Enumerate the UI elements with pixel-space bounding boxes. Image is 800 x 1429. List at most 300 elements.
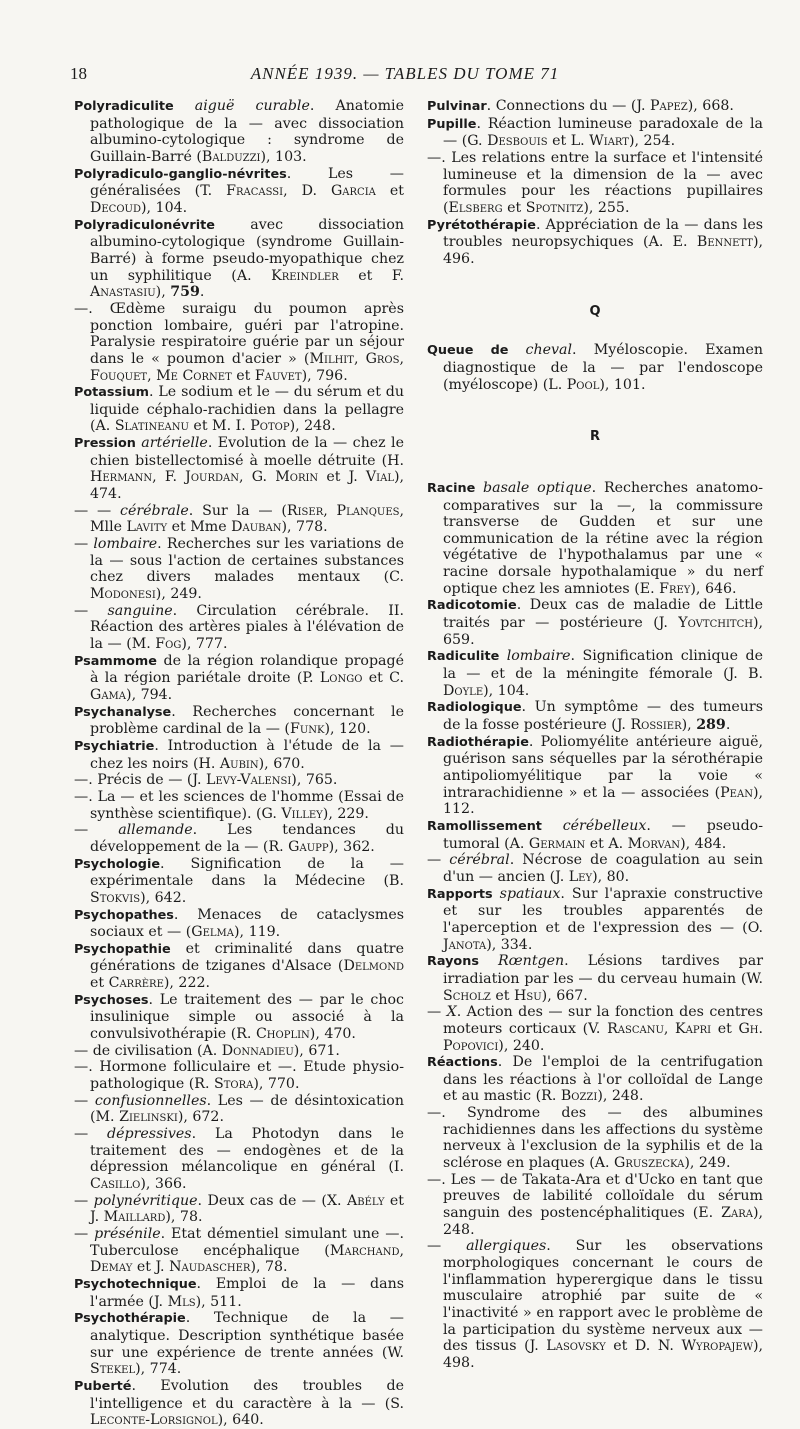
- entry-text: sanguine: [107, 602, 173, 619]
- index-entry: [74, 1126, 404, 1193]
- entry-text: . Un symptôme — des tumeurs de la fosse postérieure (J.: [443, 699, 763, 734]
- index-entry: [74, 435, 404, 503]
- entry-text: —. Syndrome des — des albumines rachidiennes dans les affections du système nerveux à l'exclusion de la syphilis et de la sclérose en plaques (A.: [427, 1105, 763, 1172]
- entry-text: ), 334.: [486, 936, 533, 953]
- author-name: Potop: [250, 418, 290, 435]
- entry-text: . Deux cas de — (X.: [197, 1192, 347, 1209]
- entry-text: . Sur les observations morphologiques concernant le cours de l'inflammation hyperergique dans le tissu musculaire atrophié par suite de « l'inactivité » en rapport avec le problème de la participation du système nerveux aux — des tissus (J.: [443, 1238, 763, 1355]
- entry-text: et J.: [90, 1192, 405, 1226]
- author-name: Gelma: [191, 924, 235, 941]
- author-name: Me Cornet: [156, 367, 232, 384]
- entry-text: allemande: [118, 822, 193, 839]
- entry-text: . Emploi de la — dans l'armée (J.: [90, 1275, 404, 1310]
- author-name: Hermann: [90, 469, 153, 486]
- entry-text: . Lésions tardives par irradiation par les — du cerveau humain (W.: [443, 953, 763, 987]
- entry-text: . Anatomie pathologique de la — avec dissociation albumino-cytologique : syndrome de Guillain-Barré (: [90, 98, 404, 165]
- entry-text: ), 104.: [483, 682, 530, 699]
- author-name: Garcia: [330, 183, 376, 200]
- entry-term: Psychotechnique: [74, 1276, 197, 1292]
- entry-text: — —: [74, 502, 120, 519]
- entry-text: avec dissociation albumino-cytologique (syndrome Guillain-Barré) à forme pseudo-myopathique chez un syphilitique (A.: [90, 216, 404, 284]
- author-name: Demay: [90, 1259, 133, 1276]
- entry-text: 759: [170, 284, 200, 301]
- entry-text: ), 78.: [165, 1209, 203, 1226]
- entry-term: Radiologique: [427, 700, 522, 716]
- entry-text: et C.: [362, 670, 405, 687]
- entry-term: Rapports: [427, 886, 500, 902]
- author-name: Papez: [649, 98, 688, 114]
- entry-text: ,: [399, 1242, 404, 1259]
- entry-text: présénile: [94, 1225, 161, 1242]
- entry-text: ), 248.: [597, 1088, 644, 1105]
- entry-text: —. Les relations entre la surface et l'intensité lumineuse et la dimension de la — avec formules pour les réactions pupillaires (: [427, 149, 763, 216]
- author-name: Gaupp: [288, 838, 329, 855]
- entry-text: —: [427, 1238, 467, 1255]
- author-name: Fouquet: [90, 367, 148, 384]
- entry-text: et: [375, 183, 404, 200]
- author-name: Milhit: [309, 350, 354, 367]
- entry-text: . Recherches sur les variations de la — sous l'action de certaines substances chez divers malades mentaux (C.: [90, 536, 404, 586]
- author-name: Aubin: [219, 755, 259, 772]
- entry-term: Pyrétothérapie: [427, 217, 536, 233]
- index-entry: [74, 856, 404, 907]
- entry-text: . Etat démentiel simulant une —. Tuberculose encéphalique (: [90, 1225, 404, 1259]
- entry-text: ), 770.: [253, 1076, 300, 1093]
- entry-text: ), 778.: [281, 519, 328, 536]
- index-entry: [74, 503, 404, 536]
- entry-text: —: [74, 1126, 108, 1143]
- entry-text: ), 103.: [260, 148, 307, 165]
- index-entry: [427, 648, 763, 699]
- index-entry: [74, 166, 404, 217]
- entry-text: et Mme: [167, 519, 232, 536]
- entry-text: et J.: [318, 469, 366, 486]
- author-name: Balduzzi: [201, 148, 261, 165]
- entry-text: ), 119.: [234, 924, 281, 941]
- entry-text: . Poliomyélite antérieure aiguë, guérison sans séquelles par la sérothérapie antipoliomyélitique par la voie « intrarachidienne » et la — associées (: [443, 733, 763, 801]
- entry-text: X: [446, 1004, 457, 1021]
- index-entry: [427, 1054, 763, 1105]
- entry-text: et: [490, 987, 515, 1004]
- author-name: Fauvet: [254, 367, 302, 384]
- entry-text: aiguë curable: [194, 98, 310, 114]
- author-name: Rascanu: [607, 1020, 664, 1037]
- entry-term: Psychopathes: [74, 907, 174, 923]
- index-entry: [74, 704, 404, 738]
- index-entry: [74, 738, 404, 772]
- author-name: Kreindler: [271, 267, 339, 284]
- entry-text: —. Œdème suraigu du poumon après ponction lombaire, guéri par l'atropine. Paralysie respiratoire guérie par un séjour dans le « poumon d'acier » (: [74, 300, 404, 367]
- entry-text: —: [74, 536, 94, 553]
- author-name: Donnadieu: [221, 1042, 294, 1059]
- author-name: Zara: [721, 1205, 753, 1222]
- entry-text: ), 671.: [293, 1042, 340, 1059]
- author-name: Frey: [659, 580, 691, 597]
- entry-text: ), 222.: [163, 975, 211, 992]
- entry-term: Psychothérapie: [74, 1311, 186, 1327]
- entry-text: ), 254.: [628, 133, 676, 150]
- author-name: Morin: [275, 469, 319, 486]
- entry-text: — de civilisation (A.: [74, 1042, 222, 1059]
- index-entry: [74, 1378, 404, 1429]
- entry-text: cheval: [525, 342, 573, 359]
- author-name: Abély: [346, 1192, 385, 1209]
- entry-term: Puberté: [74, 1378, 132, 1394]
- entry-text: de la région rolandique propagé à la région pariétale droite (P.: [90, 652, 404, 687]
- entry-text: lombaire: [93, 536, 158, 553]
- entry-text: ,: [353, 350, 366, 367]
- entry-text: —: [74, 822, 119, 839]
- index-entry: [74, 536, 404, 603]
- entry-text: spatiaux: [499, 885, 561, 902]
- entry-text: . Technique de la — analytique. Description synthétique basée sur une expérience de trente années (W.: [90, 1310, 404, 1361]
- entry-text: dépressives: [107, 1126, 192, 1143]
- index-entry: [427, 886, 763, 954]
- entry-term: Rayons: [427, 954, 498, 970]
- author-name: Stora: [213, 1076, 254, 1093]
- author-name: Modonesi: [90, 586, 156, 603]
- entry-text: ), 248.: [443, 1205, 763, 1238]
- author-name: Ley: [568, 868, 593, 885]
- author-name: Choplin: [255, 1026, 310, 1043]
- author-name: Decoud: [90, 199, 141, 216]
- entry-text: ), 484.: [680, 835, 727, 852]
- entry-term: Réactions: [427, 1055, 498, 1071]
- entry-term: Psychiatrie: [74, 738, 155, 754]
- index-entry: [427, 1105, 763, 1172]
- entry-text: ), 640.: [217, 1412, 264, 1429]
- entry-text: ), 101.: [599, 376, 646, 393]
- entry-text: et M. I.: [188, 418, 251, 435]
- entry-text: et: [90, 975, 109, 992]
- entry-term: Pression: [74, 436, 142, 452]
- entry-text: —. Hormone folliculaire et —. Etude physio-pathologique (R.: [74, 1059, 404, 1093]
- index-entry: [74, 992, 404, 1043]
- entry-text: ), 511.: [195, 1293, 242, 1310]
- entry-text: cérébral: [449, 852, 510, 869]
- entry-text: . Evolution des troubles de l'intelligence et du caractère à la — (S.: [90, 1377, 404, 1412]
- entry-text: artérielle: [141, 435, 208, 452]
- left-column: [74, 98, 404, 1429]
- entry-text: . Action des — sur la fonction des centres moteurs corticaux (V.: [443, 1004, 763, 1037]
- author-name: Delmond: [343, 958, 404, 975]
- author-name: Fracassi: [226, 183, 284, 200]
- entry-text: et: [231, 367, 255, 384]
- index-entry: [427, 98, 763, 116]
- entry-text: , D.: [283, 183, 331, 200]
- author-name: Pean: [720, 784, 753, 801]
- index-entry: [427, 734, 763, 818]
- author-name: Gama: [90, 686, 127, 703]
- entry-text: —: [74, 1225, 95, 1242]
- author-name: Yovtchitch: [678, 615, 753, 632]
- entry-term: Radiothérapie: [427, 734, 529, 750]
- entry-text: ), 80.: [592, 868, 630, 885]
- entry-text: —: [74, 1092, 95, 1109]
- entry-term: Queue de: [427, 343, 526, 359]
- entry-text: . Circulation cérébrale. II. Réaction des artères piales à l'élévation de la — (M.: [90, 602, 405, 652]
- entry-text: ), 470.: [309, 1026, 356, 1043]
- page-number: 18: [70, 64, 87, 83]
- index-entry: [427, 480, 763, 598]
- entry-text: —: [74, 1192, 94, 1209]
- entry-text: et D. N.: [605, 1338, 682, 1355]
- entry-text: et J.: [132, 1259, 170, 1276]
- entry-text: —: [427, 1004, 447, 1021]
- entry-text: ,: [147, 367, 157, 384]
- author-name: Spotnitz: [525, 199, 584, 216]
- entry-text: . De l'emploi de la centrifugation dans les réactions à l'or colloïdal de Lange et au mastic (R.: [443, 1054, 763, 1105]
- entry-text: ,: [663, 1020, 676, 1037]
- entry-text: ), 659.: [443, 615, 763, 648]
- author-name: Marchand: [329, 1242, 400, 1259]
- entry-text: ,: [399, 350, 404, 367]
- entry-text: et: [502, 199, 526, 216]
- entry-text: . Deux cas de maladie de Little traités par — postérieure (J.: [443, 597, 763, 632]
- author-name: Gros: [365, 350, 400, 367]
- entry-text: .: [199, 284, 205, 301]
- entry-text: —: [74, 602, 108, 619]
- index-entry: [427, 597, 763, 648]
- author-name: Planques: [336, 502, 400, 519]
- entry-text: allergiques: [466, 1238, 547, 1255]
- author-name: Germain: [528, 835, 586, 852]
- entry-text: et: [711, 1020, 739, 1037]
- entry-term: Psychoses: [74, 992, 149, 1008]
- index-entry: [74, 772, 404, 789]
- entry-term: Radiculite: [427, 649, 507, 665]
- entry-text: ), 255.: [583, 199, 630, 216]
- entry-text: ), 496.: [443, 234, 763, 267]
- author-name: Hsu: [514, 987, 542, 1004]
- author-name: Naudascher: [169, 1259, 251, 1276]
- author-name: Stekel: [90, 1361, 136, 1378]
- entry-text: ), 78.: [250, 1259, 288, 1276]
- index-entry: [427, 217, 763, 268]
- author-name: Jourdan: [185, 469, 240, 486]
- author-name: Vial: [365, 469, 394, 486]
- entry-text: et L.: [547, 133, 590, 150]
- entry-text: . Sur l'apraxie constructive et sur les troubles apparentés de l'aperception et de l'expression des — (O.: [443, 885, 763, 936]
- entry-term: Psammome: [74, 653, 157, 669]
- index-entry: [74, 603, 404, 653]
- entry-term: Pupille: [427, 116, 477, 132]
- author-name: Maillard: [103, 1209, 166, 1226]
- entry-text: cérébrale: [120, 502, 189, 519]
- author-name: Wyropajew: [681, 1338, 753, 1355]
- entry-term: Psychopathie: [74, 941, 171, 957]
- entry-text: . Signification de la — expérimentale dans la Médecine (B.: [90, 855, 404, 890]
- entry-text: . Réaction lumineuse paradoxale de la — (G.: [443, 115, 763, 150]
- entry-text: ), 765.: [291, 772, 338, 789]
- entry-text: —. Précis de — (J.: [74, 772, 207, 789]
- entry-text: cérébelleux: [562, 817, 647, 834]
- entry-text: . Connections du — (J.: [486, 98, 650, 114]
- entry-text: . Evolution de la — chez le chien bistellectomisé à moelle détruite (H.: [90, 435, 404, 469]
- entry-text: 289: [696, 717, 726, 734]
- entry-text: confusionnelles: [94, 1092, 207, 1109]
- author-name: Casillo: [90, 1176, 141, 1192]
- entry-term: Ramollissement: [427, 818, 563, 834]
- entry-text: ), 498.: [443, 1338, 764, 1371]
- entry-text: , G.: [239, 469, 276, 486]
- entry-text: ), 248.: [289, 418, 336, 435]
- entry-term: Psychanalyse: [74, 704, 172, 720]
- entry-text: —: [427, 852, 450, 869]
- entry-text: ), 366.: [140, 1176, 187, 1192]
- index-entry: [74, 98, 404, 166]
- index-entry: [74, 1043, 404, 1060]
- author-name: Scholz: [443, 987, 491, 1004]
- entry-term: Polyradiculonévrite: [74, 217, 215, 233]
- entry-text: ),: [681, 717, 697, 734]
- index-entry: [427, 150, 763, 217]
- author-name: Desbouis: [487, 133, 548, 150]
- index-entry: [74, 907, 404, 941]
- entry-text: . Appréciation de la — dans les troubles neuropsychiques (A. E.: [443, 216, 763, 251]
- author-name: Gh. Popovici: [443, 1020, 764, 1054]
- entry-text: . La Photodyn dans le traitement des — endogènes et de la dépression mélancolique en général (I.: [90, 1126, 404, 1176]
- author-name: Mls: [167, 1293, 196, 1310]
- entry-text: . Signification clinique de la — et de la méningite fémorale (J. B.: [443, 648, 763, 683]
- entry-term: Racine: [427, 480, 484, 496]
- entry-text: ), 249.: [684, 1155, 731, 1172]
- entry-text: —. La — et les sciences de l'homme (Essai de synthèse scientifique). (G.: [74, 788, 404, 822]
- entry-text: ), 229.: [322, 805, 369, 822]
- index-entry: [74, 217, 404, 301]
- section-letter: R: [589, 429, 600, 445]
- entry-text: ), 774.: [135, 1361, 182, 1378]
- entry-term: Polyradiculite: [74, 99, 195, 114]
- entry-text: ), 474.: [90, 469, 405, 503]
- entry-text: ),: [155, 284, 171, 301]
- index-entry: [427, 699, 763, 733]
- entry-text: Rœntgen: [497, 953, 565, 970]
- entry-text: ), 240.: [498, 1037, 545, 1054]
- author-name: Gruszecka: [614, 1155, 685, 1172]
- index-entry: [427, 1004, 763, 1054]
- entry-text: . Le traitement des — par le choc insulinique simple ou associé à la convulsivothérapie (R.: [90, 991, 404, 1043]
- entry-text: . — pseudo-tumoral (A.: [443, 817, 764, 852]
- entry-text: . Recherches concernant le problème cardinal de la — (: [90, 703, 404, 738]
- entry-term: Psychologie: [74, 856, 161, 872]
- entry-text: . Menaces de cataclysmes sociaux et — (: [90, 906, 404, 941]
- index-entry: [427, 852, 763, 885]
- entry-text: . Sur la — (: [188, 502, 287, 519]
- index-entry: [74, 301, 404, 384]
- author-name: Morvan: [627, 835, 681, 852]
- running-header: [70, 58, 740, 88]
- author-name: Kapri: [675, 1020, 712, 1037]
- author-name: Funk: [289, 721, 325, 738]
- author-name: Janota: [443, 936, 487, 953]
- index-entry: [427, 342, 763, 393]
- entry-text: ), 794.: [126, 686, 173, 703]
- entry-text: . Introduction à l'étude de la — chez les noirs (H.: [90, 737, 404, 772]
- entry-text: ), 668.: [687, 98, 734, 114]
- author-name: Slatineanu: [114, 418, 189, 435]
- index-entry: [74, 1193, 404, 1226]
- entry-text: ), 112.: [443, 784, 763, 818]
- entry-text: et A.: [585, 835, 628, 852]
- entry-text: . Les — généralisées (T.: [90, 165, 404, 200]
- entry-text: . Recherches anatomo-comparatives sur la —, la commissure transverse de Gudden et sur une communication de la rétine avec la région végétative de l'hypothalamus par une « racine dorsale hypothalamique » du nerf optique chez les amniotes (E.: [443, 479, 763, 597]
- author-name: Dauban: [231, 519, 282, 536]
- index-entry: [427, 116, 763, 150]
- entry-term: Radicotomie: [427, 598, 517, 614]
- index-entry: [427, 953, 763, 1004]
- index-entry: [427, 1172, 763, 1239]
- author-name: Longo: [319, 670, 363, 687]
- entry-text: basale optique: [483, 479, 592, 496]
- entry-text: ), 646.: [690, 580, 737, 597]
- entry-text: , Mlle: [90, 502, 404, 536]
- author-name: Lavity: [126, 519, 168, 536]
- entry-text: polynévritique: [93, 1192, 198, 1209]
- index-entry: [74, 653, 404, 704]
- entry-text: ), 104.: [140, 199, 188, 216]
- index-entry: [74, 1276, 404, 1310]
- author-name: Anastasiu: [90, 284, 156, 301]
- author-name: Zielinski: [119, 1109, 178, 1126]
- entry-text: —. Les — de Takata-Ara et d'Ucko en tant que preuves de labilité colloïdale du sérum sanguin des postencéphalitiques (E.: [427, 1171, 763, 1222]
- entry-text: . Nécrose de coagulation au sein d'un — ancien (J.: [443, 852, 763, 885]
- index-entry: [74, 789, 404, 822]
- author-name: Riser: [286, 502, 324, 519]
- index-entry: [74, 941, 404, 992]
- index-entry: [74, 822, 404, 855]
- entry-text: . Myéloscopie. Examen diagnostique de la — par l'endoscope (myéloscope) (L.: [443, 342, 763, 393]
- index-entry: [427, 1238, 763, 1371]
- entry-text: et criminalité dans quatre générations de tziganes d'Alsace (: [90, 940, 404, 975]
- entry-text: ), 120.: [324, 721, 371, 738]
- index-entry: [427, 818, 763, 852]
- running-title: ANNÉE 1939. — TABLES DU TOME 71: [250, 64, 560, 83]
- entry-text: . Le sodium et le — du sérum et du liquide céphalo-rachidien dans la pellagre (A.: [90, 384, 404, 435]
- entry-text: ), 642.: [140, 889, 187, 906]
- index-entry: [74, 1093, 404, 1126]
- entry-text: ,: [323, 502, 337, 519]
- index-entry: [74, 1226, 404, 1276]
- author-name: Doyle: [443, 682, 484, 699]
- author-name: Levy-Valensi: [206, 772, 292, 789]
- entry-text: ), 777.: [181, 636, 228, 652]
- entry-text: ), 796.: [301, 367, 348, 384]
- author-name: Rossier: [630, 717, 682, 734]
- author-name: Carrère: [108, 975, 164, 992]
- index-entry: [74, 1310, 404, 1378]
- author-name: Leconte-Lorsignol: [90, 1412, 218, 1429]
- index-entry: [74, 1059, 404, 1092]
- entry-text: .: [725, 717, 731, 734]
- author-name: Wiart: [589, 133, 629, 150]
- section-letter: Q: [589, 303, 601, 319]
- author-name: Bennett: [696, 234, 753, 251]
- entry-text: . Les — de désintoxication (M.: [90, 1092, 404, 1126]
- author-name: Bozzi: [560, 1088, 598, 1105]
- index-entry: [74, 384, 404, 435]
- entry-text: ), 667.: [541, 987, 588, 1004]
- entry-term: Polyradiculo-ganglio-névrites: [74, 166, 287, 182]
- author-name: Lasovsky: [546, 1338, 606, 1355]
- author-name: Stokvis: [90, 889, 141, 906]
- entry-text: lombaire: [506, 648, 571, 665]
- author-name: Elsberg: [448, 199, 503, 216]
- entry-text: ), 362.: [328, 838, 375, 855]
- author-name: Fog: [155, 636, 182, 652]
- entry-text: ), 249.: [155, 586, 202, 603]
- entry-term: Potassium: [74, 385, 149, 401]
